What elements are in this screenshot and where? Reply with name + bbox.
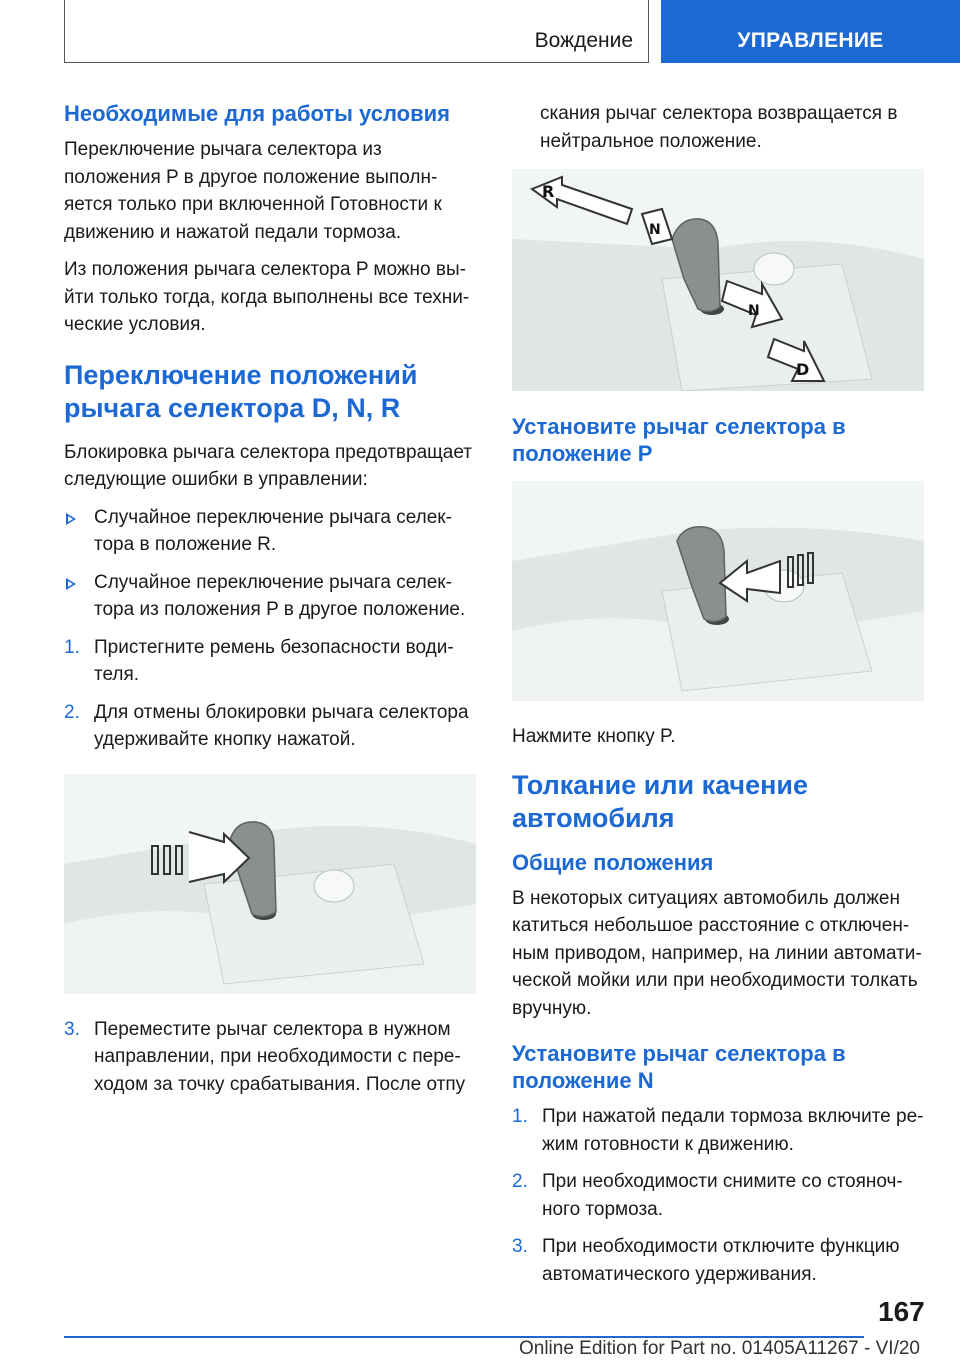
paragraph-press-p: Нажмите кнопку P. — [512, 726, 676, 747]
figure-unlock-button — [64, 774, 476, 994]
figure-press-p — [512, 481, 924, 701]
paragraph: Переключение рычага селектора из положения P в другое положение выполняется только при включенной Готовности к движению и нажатой педали тормоза. — [64, 139, 442, 243]
step-item — [512, 1233, 932, 1288]
header-chapter-label: УПРАВЛЕНИЕ — [737, 29, 884, 52]
step-text: Для отмены блокировки рычага селектора удерживайте кнопку нажатой. — [94, 701, 469, 750]
label-d: D — [796, 360, 810, 379]
step-item — [64, 1016, 476, 1099]
footer-edition: Online Edition for Part no. 01405A11267 - VI/20 — [518, 1338, 920, 1359]
right-column — [512, 100, 932, 1298]
heading-set-n: Установите рычаг селектора в положение N — [512, 1041, 846, 1093]
step-text: Пристегните ремень безопасности водителя. — [94, 636, 454, 685]
heading-requirements: Необходимые для работы условия — [64, 101, 450, 126]
label-r: R — [542, 182, 555, 201]
step-item — [64, 634, 476, 689]
page-number: 167 — [878, 1296, 925, 1327]
step-number: 3. — [64, 1018, 80, 1040]
paragraph: Из положения рычага селектора P можно выйти только тогда, когда выполнены все технические условия. — [64, 259, 470, 335]
step-text: При необходимости снимите со стояночного тормоза. — [542, 1171, 903, 1220]
left-column — [64, 100, 476, 1108]
header-chapter-tab[interactable] — [661, 0, 960, 63]
triangle-bullet-icon — [66, 578, 76, 590]
header-section — [64, 0, 649, 63]
step-number: 2. — [64, 701, 80, 723]
bullet-text: Случайное переключение рычага селектора в положение R. — [94, 506, 452, 555]
heading-general: Общие положения — [512, 849, 714, 875]
figure-shift-directions — [512, 169, 924, 391]
heading-set-p: Установите рычаг селектора в положение P — [512, 414, 846, 466]
triangle-bullet-icon — [66, 513, 76, 525]
step-item — [512, 1103, 932, 1158]
step-number: 1. — [64, 636, 80, 658]
step-number: 3. — [512, 1236, 528, 1257]
step-item — [512, 1168, 932, 1223]
bullet-item — [64, 569, 476, 624]
step-text: При нажатой педали тормоза включите режим готовности к движению. — [542, 1106, 924, 1155]
paragraph: Блокировка рычага селектора предотвращает следующие ошибки в управлении: — [64, 441, 472, 490]
label-n-upper: N — [649, 222, 661, 238]
step-text: При необходимости отключите функцию автоматического удерживания. — [542, 1236, 900, 1285]
step-text: Переместите рычаг селектора в нужном направлении, при необходимости с переходом за точку срабатывания. После отпу — [94, 1018, 466, 1095]
heading-push-roll: Толкание или качение автомобиля — [512, 769, 809, 833]
step-number: 1. — [512, 1106, 528, 1127]
step-item — [64, 699, 476, 754]
bullet-item — [64, 504, 476, 559]
step-number: 2. — [512, 1171, 528, 1192]
heading-shift-positions: Переключение положений рычага селектора D, N, R — [64, 359, 418, 423]
paragraph-general: В некоторых ситуациях автомобиль должен катиться небольшое расстояние с отключенным приводом, например, на линии автоматической мойки или при необходимости толкать вручную. — [512, 887, 922, 1019]
header-section-label: Вождение — [534, 29, 633, 52]
paragraph-continued: скания рычаг селектора возвращается в нейтральное положение. — [540, 103, 898, 152]
label-n-lower: N — [748, 303, 760, 319]
bullet-text: Случайное переключение рычага селектора из положения P в другое положение. — [94, 571, 466, 620]
